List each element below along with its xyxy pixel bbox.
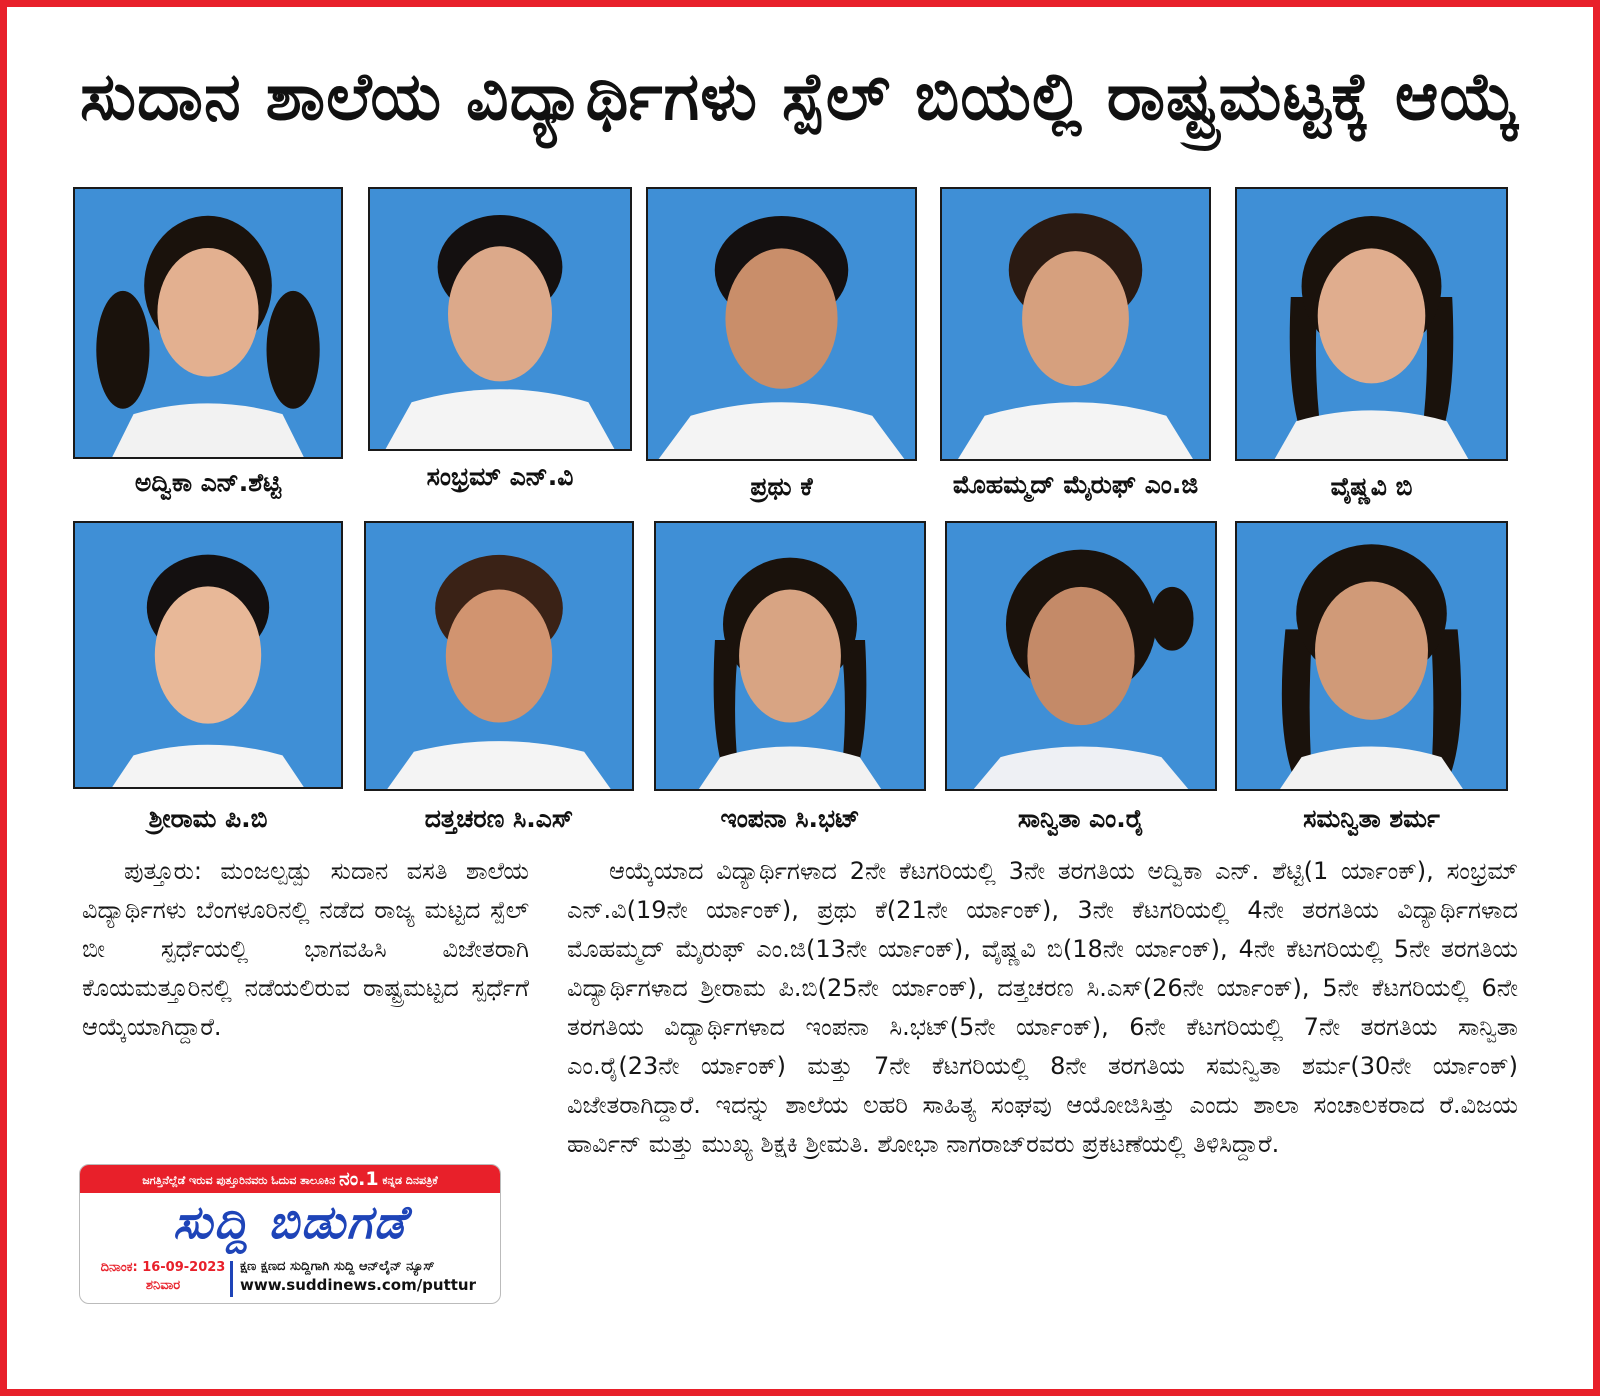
student-photo-1 bbox=[73, 187, 343, 459]
student-photo-6 bbox=[73, 521, 343, 789]
badge-footer bbox=[80, 1255, 500, 1303]
badge-divider bbox=[230, 1261, 233, 1297]
student-name-3: ಪ್ರಥು ಕೆ bbox=[750, 472, 813, 501]
article-body bbox=[567, 852, 1518, 1164]
student-name-7: ದತ್ತಚರಣ ಸಿ.ಎಸ್ bbox=[424, 804, 574, 833]
student-name-1: ಅದ್ವಿಕಾ ಎನ್.ಶೆಟ್ಟಿ bbox=[134, 468, 282, 497]
student-name-2: ಸಂಭ್ರಮ್ ಎನ್.ವಿ bbox=[426, 462, 574, 491]
student-photo-4 bbox=[940, 187, 1211, 461]
student-photo-2 bbox=[368, 187, 632, 451]
student-photo-10 bbox=[1235, 521, 1508, 791]
badge-date: ದಿನಾಂಕ: 16-09-2023 bbox=[100, 1260, 226, 1275]
student-photo-3 bbox=[646, 187, 917, 461]
badge-tag-block bbox=[240, 1258, 495, 1294]
badge-tagline-bar bbox=[80, 1165, 500, 1193]
student-photo-8 bbox=[654, 521, 926, 791]
student-name-4: ಮೊಹಮ್ಮದ್ ಮೈರುಫ್ ಎಂ.ಜಿ bbox=[952, 470, 1199, 499]
badge-url[interactable]: www.suddinews.com/puttur bbox=[240, 1276, 477, 1294]
headline: ಸುದಾನ ಶಾಲೆಯ ವಿದ್ಯಾರ್ಥಿಗಳು ಸ್ಪೆಲ್ ಬಿಯಲ್ಲಿ ರಾಷ್ಟ್ರಮಟ್ಟಕ್ಕೆ ಆಯ್ಕೆ bbox=[79, 58, 1520, 135]
newspaper-badge bbox=[79, 1164, 501, 1304]
student-photo-7 bbox=[364, 521, 634, 791]
student-photo-9 bbox=[945, 521, 1217, 791]
badge-no1: ನಂ.1 bbox=[339, 1168, 379, 1190]
article-intro bbox=[82, 852, 529, 1047]
article-body-text: ಆಯ್ಕೆಯಾದ ವಿದ್ಯಾರ್ಥಿಗಳಾದ 2ನೇ ಕೆಟಗರಿಯಲ್ಲಿ 3ನೇ ತರಗತಿಯ ಅದ್ವಿಕಾ ಎನ್. ಶೆಟ್ಟಿ(1 ರ್ಯಾಂಕ್), ಸಂಭ್ರಮ್ ಎನ್.ವಿ(19ನೇ ರ್ಯಾಂಕ್), ಪ್ರಥು ಕೆ(21ನೇ ರ್ಯಾಂಕ್), 3ನೇ ಕೆಟಗರಿಯಲ್ಲಿ 4ನೇ ತರಗತಿಯ ವಿದ್ಯಾರ್ಥಿಗಳಾದ ಮೊಹಮ್ಮದ್ ಮೈರುಫ್ ಎಂ.ಜಿ(13ನೇ ರ್ಯಾಂಕ್), ವೈಷ್ಣವಿ ಬಿ(18ನೇ ರ್ಯಾಂಕ್), 4ನೇ ಕೆಟಗರಿಯಲ್ಲಿ 5ನೇ ತರಗತಿಯ ವಿದ್ಯಾರ್ಥಿಗಳಾದ ಶ್ರೀರಾಮ ಪಿ.ಬಿ(25ನೇ ರ್ಯಾಂಕ್), ದತ್ತಚರಣ ಸಿ.ಎಸ್(26ನೇ ರ್ಯಾಂಕ್), 5ನೇ ಕೆಟಗರಿಯಲ್ಲಿ 6ನೇ ತರಗತಿಯ ವಿದ್ಯಾರ್ಥಿಗಳಾದ ಇಂಪನಾ ಸಿ.ಭಟ್(5ನೇ ರ್ಯಾಂಕ್), 6ನೇ ಕೆಟಗರಿಯಲ್ಲಿ 7ನೇ ತರಗತಿಯ ಸಾನ್ವಿತಾ ಎಂ.ರೈ(23ನೇ ರ್ಯಾಂಕ್) ಮತ್ತು 7ನೇ ಕೆಟಗರಿಯಲ್ಲಿ 8ನೇ ತರಗತಿಯ ಸಮನ್ವಿತಾ ಶರ್ಮ(30ನೇ ರ್ಯಾಂಕ್) ವಿಜೇತರಾಗಿದ್ದಾರೆ. ಇದನ್ನು ಶಾಲೆಯ ಲಹರಿ ಸಾಹಿತ್ಯ ಸಂಘವು ಆಯೋಜಿಸಿತ್ತು ಎಂದು ಶಾಲಾ ಸಂಚಾಲಕರಾದ ರೆ.ವಿಜಯ ಹಾರ್ವಿನ್ ಮತ್ತು ಮುಖ್ಯ ಶಿಕ್ಷಕಿ ಶ್ರೀಮತಿ. ಶೋಭಾ ನಾಗರಾಜ್‌ರವರು ಪ್ರಕಟಣೆಯಲ್ಲಿ ತಿಳಿಸಿದ್ದಾರೆ. bbox=[567, 857, 1518, 1158]
badge-tagline: ಕ್ಷಣ ಕ್ಷಣದ ಸುದ್ದಿಗಾಗಿ ಸುದ್ದಿ ಆನ್‌ಲೈನ್ ನ್ಯೂಸ್ bbox=[240, 1259, 435, 1274]
badge-top-text-b: ಕನ್ನಡ ದಿನಪತ್ರಿಕೆ bbox=[382, 1174, 438, 1187]
badge-day: ಶನಿವಾರ bbox=[145, 1278, 181, 1293]
newspaper-logo: ಸುದ್ದಿ ಬಿಡುಗಡೆ bbox=[173, 1195, 407, 1249]
student-name-10: ಸಮನ್ವಿತಾ ಶರ್ಮ bbox=[1303, 804, 1440, 833]
student-name-6: ಶ್ರೀರಾಮ ಪಿ.ಬಿ bbox=[148, 804, 268, 833]
student-name-5: ವೈಷ್ಣವಿ ಬಿ bbox=[1330, 472, 1413, 501]
article-intro-text: ಪುತ್ತೂರು: ಮಂಜಲ್ಪಡ್ಪು ಸುದಾನ ವಸತಿ ಶಾಲೆಯ ವಿದ್ಯಾರ್ಥಿಗಳು ಬೆಂಗಳೂರಿನಲ್ಲಿ ನಡೆದ ರಾಜ್ಯ ಮಟ್ಟದ ಸ್ಪೆಲ್ ಬೀ ಸ್ಪರ್ಧೆಯಲ್ಲಿ ಭಾಗವಹಿಸಿ ವಿಜೇತರಾಗಿ ಕೊಯಮತ್ತೂರಿನಲ್ಲಿ ನಡೆಯಲಿರುವ ರಾಷ್ಟ್ರಮಟ್ಟದ ಸ್ಪರ್ಧೆಗೆ ಆಯ್ಕೆಯಾಗಿದ್ದಾರೆ. bbox=[82, 857, 529, 1041]
student-name-9: ಸಾನ್ವಿತಾ ಎಂ.ರೈ bbox=[1017, 804, 1145, 833]
badge-top-text-a: ಜಗತ್ತಿನೆಲ್ಲೆಡೆ ಇರುವ ಪುತ್ತೂರಿನವರು ಓದುವ ತಾಲೂಕಿನ bbox=[142, 1174, 336, 1187]
student-photo-5 bbox=[1235, 187, 1508, 461]
student-name-8: ಇಂಪನಾ ಸಿ.ಭಟ್ bbox=[720, 804, 860, 833]
badge-date-block bbox=[88, 1259, 238, 1295]
